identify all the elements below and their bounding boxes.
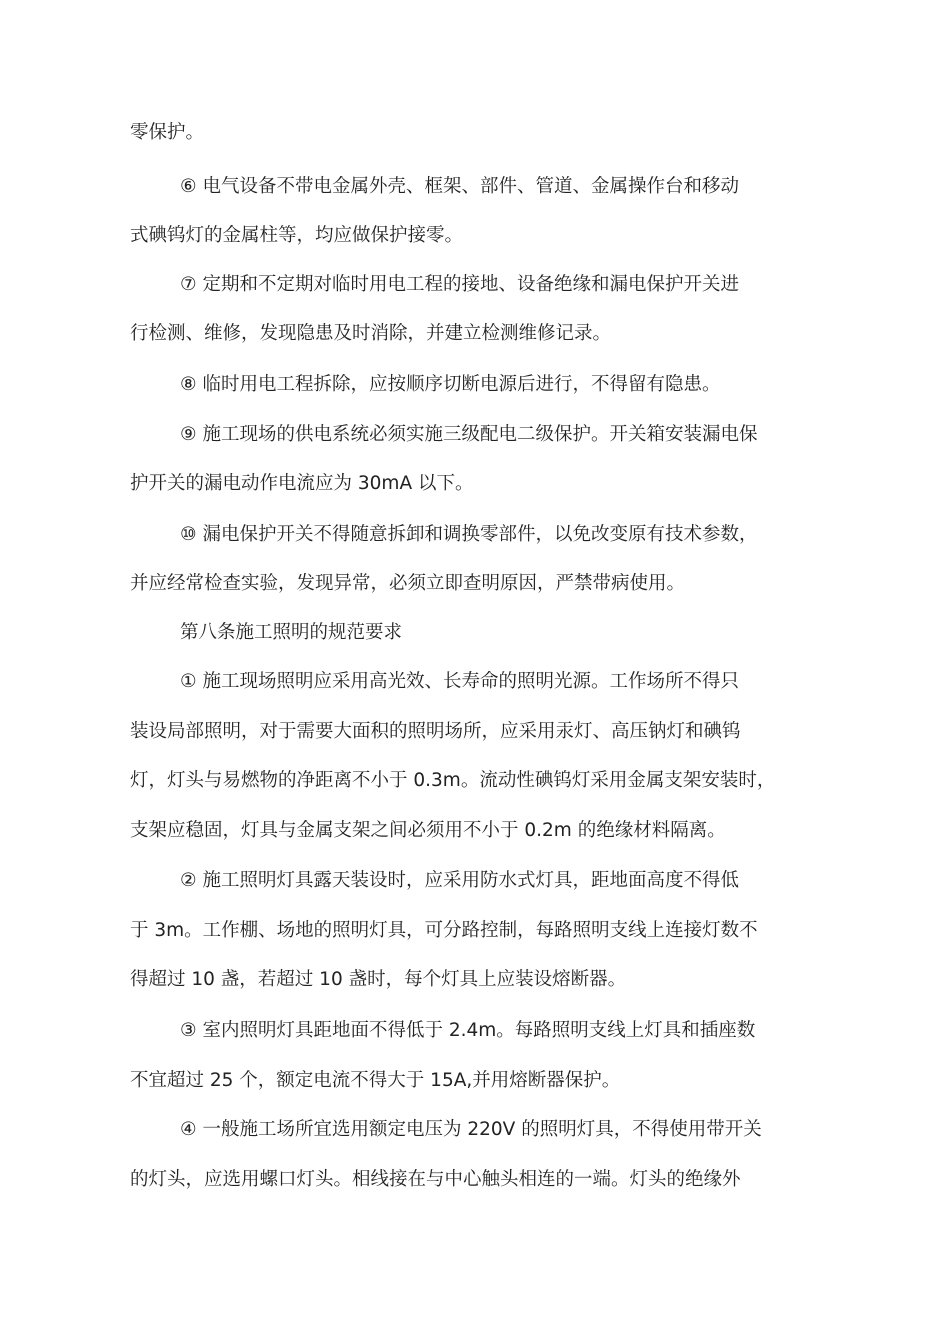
text-line: 行检测、维修，发现隐患及时消除，并建立检测维修记录。 bbox=[130, 323, 612, 344]
text-line: 得超过 10 盏，若超过 10 盏时，每个灯具上应装设熔断器。 bbox=[130, 969, 627, 990]
text-line: 式碘钨灯的金属柱等，均应做保护接零。 bbox=[130, 225, 464, 246]
text-line: 装设局部照明，对于需要大面积的照明场所，应采用汞灯、高压钠灯和碘钨 bbox=[130, 721, 741, 742]
text-line: ② 施工照明灯具露天装设时，应采用防水式灯具，距地面高度不得低 bbox=[180, 870, 739, 891]
text-line: 不宜超过 25 个，额定电流不得大于 15A,并用熔断器保护。 bbox=[130, 1070, 621, 1091]
section-heading: 第八条施工照明的规范要求 bbox=[180, 622, 403, 643]
text-line: ③ 室内照明灯具距地面不得低于 2.4m。每路照明支线上灯具和插座数 bbox=[180, 1020, 756, 1041]
text-line: 零保护。 bbox=[130, 122, 205, 143]
text-line: ④ 一般施工场所宜选用额定电压为 220V 的照明灯具，不得使用带开关 bbox=[180, 1119, 762, 1140]
text-line: ⑦ 定期和不定期对临时用电工程的接地、设备绝缘和漏电保护开关进 bbox=[180, 274, 739, 295]
text-line: ① 施工现场照明应采用高光效、长寿命的照明光源。工作场所不得只 bbox=[180, 671, 739, 692]
text-line: 并应经常检查实验，发现异常，必须立即查明原因，严禁带病使用。 bbox=[130, 573, 686, 594]
text-line: 支架应稳固，灯具与金属支架之间必须用不小于 0.2m 的绝缘材料隔离。 bbox=[130, 820, 726, 841]
text-line: 于 3m。工作棚、场地的照明灯具，可分路控制，每路照明支线上连接灯数不 bbox=[130, 920, 758, 941]
text-line: ⑨ 施工现场的供电系统必须实施三级配电二级保护。开关箱安装漏电保 bbox=[180, 424, 758, 445]
text-line: ⑥ 电气设备不带电金属外壳、框架、部件、管道、金属操作台和移动 bbox=[180, 176, 739, 197]
text-line: ⑩ 漏电保护开关不得随意拆卸和调换零部件，以免改变原有技术参数， bbox=[180, 524, 758, 545]
text-line: 灯，灯头与易燃物的净距离不小于 0.3m。流动性碘钨灯采用金属支架安装时， bbox=[130, 770, 776, 791]
text-line: ⑧ 临时用电工程拆除，应按顺序切断电源后进行，不得留有隐患。 bbox=[180, 374, 721, 395]
text-line: 的灯头，应选用螺口灯头。相线接在与中心触头相连的一端。灯头的绝缘外 bbox=[130, 1169, 741, 1190]
text-line: 护开关的漏电动作电流应为 30mA 以下。 bbox=[130, 473, 474, 494]
